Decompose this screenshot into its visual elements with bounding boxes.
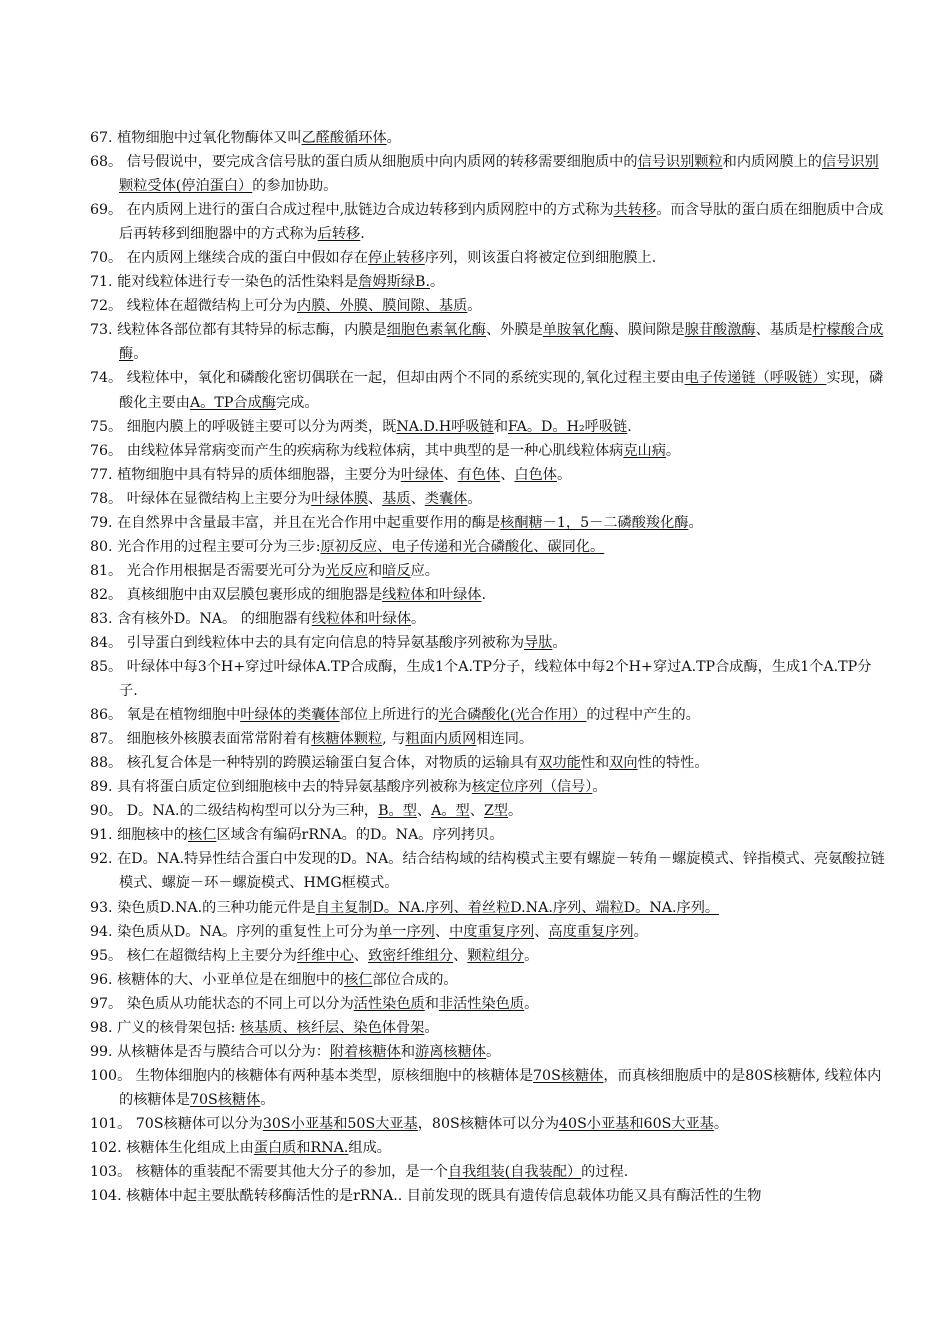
question-item	[90, 968, 890, 992]
answer-underline: 乙醛酸循环体	[301, 130, 387, 146]
item-text: 87。 细胞核外核膜表面常常附着有	[90, 731, 312, 748]
item-text: 89. 具有将蛋白质定位到细胞核中去的特异氨基酸序列被称为	[90, 779, 472, 796]
answer-underline: 纤维中心	[297, 947, 354, 964]
item-text: 75。 细胞内膜上的呼吸链主要可以分为两类，既	[90, 418, 397, 435]
item-text: 实现，磷酸化主要由	[119, 370, 884, 411]
answer-underline: 单一序列	[378, 923, 435, 940]
answer-underline: 信号识别颗粒受体(停泊蛋白）	[119, 154, 879, 195]
item-text: 82。 真核细胞中由双层膜包裹形成的细胞器是	[90, 586, 383, 603]
answer-underline: 细胞色素氧化酶	[386, 322, 486, 339]
item-text: 。而含导肽的蛋白质在细胞质中合成后再转移到细胞器中的方式称为	[119, 202, 884, 243]
answer-underline: 电子传递链（呼吸链）	[684, 370, 827, 387]
item-text: 100。 生物体细胞内的核糖体有两种基本类型，原核细胞中的核糖体是	[90, 1067, 534, 1084]
item-text: 、	[416, 803, 432, 820]
answer-underline: 叶绿体膜	[311, 490, 368, 507]
item-text: 81。 光合作用根据是否需要光可分为	[90, 562, 326, 579]
question-item	[90, 992, 890, 1016]
item-text: 、基质是	[755, 322, 813, 339]
item-text: 。	[592, 779, 607, 796]
item-text: 、	[500, 466, 515, 483]
item-text: 、	[534, 923, 549, 940]
item-text: 80. 光合作用的过程主要可分为三步:	[90, 538, 321, 555]
item-text: 、	[434, 923, 450, 940]
answer-underline: 腺苷酸激酶	[684, 322, 756, 339]
item-text: 94. 染色质从D。NA。序列的重复性上可分为	[90, 923, 379, 940]
answer-underline: 游离核糖体	[415, 1043, 486, 1060]
item-text: 85。 叶绿体中每3个H+穿过叶绿体A.TP合成酶，生成1个A.TP分子，线粒体中每2个H+穿过A.TP合成酶，生成1个A.TP分子.	[90, 659, 872, 700]
answer-underline: A。TP合成酶	[189, 394, 276, 411]
question-item	[90, 823, 890, 847]
item-text: 组成。	[348, 1139, 391, 1156]
question-item	[90, 198, 890, 246]
answer-underline: 后转移	[317, 226, 361, 243]
item-text: 。	[486, 1043, 501, 1060]
item-text: 74。 线粒体中，氧化和磷酸化密切偶联在一起，但却由两个不同的系统实现的,氧化过程主要由	[90, 370, 685, 387]
answer-underline: 核定位序列（信号）	[471, 779, 593, 796]
item-text: 。	[524, 995, 539, 1012]
answer-underline: 柠檬酸合成酶	[119, 322, 884, 363]
item-text: 、	[410, 490, 425, 507]
answer-underline: 70S核糖体	[533, 1067, 604, 1084]
question-item	[90, 1112, 890, 1136]
answer-underline: FA。D。H₂呼吸链	[508, 418, 628, 435]
answer-underline: 颗粒组分	[467, 947, 525, 964]
question-item	[90, 727, 890, 751]
question-item	[90, 1184, 890, 1208]
item-text: 103。 核糖体的重装配不需要其他大分子的参加，是一个	[90, 1164, 448, 1181]
item-text: 95。 核仁在超微结构上主要分为	[90, 947, 298, 964]
answer-underline: B。型	[378, 803, 417, 820]
question-item	[90, 751, 890, 775]
item-text: 完成。	[275, 394, 319, 411]
item-text: 。	[713, 1115, 729, 1132]
answer-underline: 中度重复序列	[449, 923, 535, 940]
answer-underline: Z型	[483, 803, 508, 820]
answer-underline: 詹姆斯绿B.	[358, 274, 430, 291]
answer-underline: 双功能	[538, 755, 581, 772]
item-text: 90。 D。NA.的二级结构构型可以分为三种，	[90, 803, 379, 820]
item-text: .	[481, 586, 486, 603]
item-text: 。	[552, 634, 567, 651]
answer-underline: 克山病	[623, 442, 666, 459]
item-text: 96. 核糖体的大、小亚单位是在细胞中的	[90, 971, 345, 988]
question-item	[90, 246, 890, 270]
question-item	[90, 150, 890, 198]
item-text: 和	[400, 1043, 416, 1060]
item-text: 、膜间隙是	[613, 322, 685, 339]
question-item	[90, 1016, 890, 1040]
item-text: 、	[453, 947, 468, 964]
answer-underline: 核仁	[188, 827, 217, 844]
question-item	[90, 944, 890, 968]
item-text: 区域含有编码rRNA。的D。NA。序列拷贝。	[216, 827, 504, 844]
item-text: 。	[665, 442, 681, 459]
item-text: .	[627, 418, 632, 435]
item-text: 69。 在内质网上进行的蛋白合成过程中,肽链边合成边转移到内质网腔中的方式称为	[90, 202, 614, 219]
answer-underline: 类囊体	[424, 490, 468, 507]
question-item	[90, 318, 890, 366]
item-text: 78。 叶绿体在显微结构上主要分为	[90, 490, 312, 507]
item-text: .	[360, 226, 365, 243]
question-item	[90, 1064, 890, 1112]
item-text: 99. 从核糖体是否与膜结合可以分为：	[90, 1043, 330, 1060]
question-item	[90, 631, 890, 655]
question-item	[90, 847, 890, 895]
question-item	[90, 487, 890, 511]
question-item	[90, 703, 890, 727]
answer-underline: 线粒体和叶绿体	[382, 586, 482, 603]
question-item	[90, 126, 890, 150]
item-text: 部位上所进行的	[339, 707, 439, 724]
item-text: 的过程.	[581, 1164, 629, 1181]
item-text: ，而真核细胞质中的是80S核糖体, 线粒体内的核糖体是	[119, 1067, 882, 1108]
answer-underline: 附着核糖体	[329, 1043, 401, 1060]
item-text: 。	[467, 490, 482, 507]
item-text: 、	[469, 803, 484, 820]
question-item	[90, 270, 890, 294]
item-text: 。	[467, 298, 482, 315]
item-text: 、外膜是	[485, 322, 543, 339]
answer-underline: 有色体	[457, 466, 501, 483]
answer-underline: 共转移	[613, 202, 657, 219]
item-text: 。	[524, 947, 539, 964]
question-item	[90, 655, 890, 703]
item-text: 的参加协助。	[252, 178, 338, 195]
item-text: 。	[429, 274, 445, 291]
question-item	[90, 294, 890, 318]
question-item	[90, 415, 890, 439]
item-text: 。	[688, 514, 703, 531]
item-text: 、	[353, 947, 368, 964]
item-text: 性和	[580, 755, 610, 772]
answer-underline: 基质	[382, 490, 411, 507]
item-text: 序列，则该蛋白将被定位到细胞膜上.	[424, 250, 657, 267]
answer-underline: 自主复制D。NA.序列、着丝粒D.NA.序列、端粒D。NA.序列。	[315, 899, 720, 916]
item-text: 88。 核孔复合体是一种特别的跨膜运输蛋白复合体，对物质的运输具有	[90, 755, 539, 772]
question-item	[90, 896, 890, 920]
item-text: 。	[556, 466, 572, 483]
answer-underline: 核仁	[344, 971, 373, 988]
question-item	[90, 366, 890, 414]
answer-underline: 光合磷酸化(光合作用）	[438, 707, 587, 724]
item-text: 67. 植物细胞中过氧化物酶体又叫	[90, 130, 302, 146]
item-text: , 与	[382, 731, 406, 748]
item-text: 102. 核糖体生化组成上由	[90, 1139, 254, 1156]
item-text: 72。 线粒体在超微结构上可分为	[90, 298, 298, 315]
item-text: 70。 在内质网上继续合成的蛋白中假如存在	[90, 250, 368, 267]
answer-underline: 白色体	[514, 466, 557, 483]
item-text: 相连同。	[476, 731, 534, 748]
answer-underline: 信号识别颗粒	[637, 154, 723, 171]
answer-underline: 暗反	[382, 562, 411, 579]
item-text: 。	[508, 803, 523, 820]
answer-underline: 70S核糖体	[189, 1091, 261, 1108]
answer-underline: 原初反应、电子传递和光合磷酸化、碳同化。	[320, 538, 605, 555]
answer-underline: 单胺氧化酶	[542, 322, 614, 339]
item-text: 。	[633, 923, 648, 940]
question-item	[90, 1136, 890, 1160]
answer-underline: 内膜、外膜、膜间隙、基质	[297, 298, 468, 315]
answer-underline: 双向	[609, 755, 638, 772]
answer-underline: 叶绿体的类囊体	[240, 707, 340, 724]
item-text: 。	[386, 130, 401, 146]
question-item	[90, 799, 890, 823]
question-item	[90, 559, 890, 583]
question-item	[90, 775, 890, 799]
answer-underline: A。型	[431, 803, 470, 820]
question-item	[90, 535, 890, 559]
item-text: 性的特性。	[637, 755, 709, 772]
answer-underline: 高度重复序列	[548, 923, 634, 940]
item-text: 98. 广义的核骨架包括:	[90, 1019, 240, 1036]
question-item	[90, 607, 890, 631]
answer-underline: 叶绿体	[400, 466, 444, 483]
item-text: 86。 氧是在植物细胞中	[90, 707, 241, 724]
question-item	[90, 1040, 890, 1064]
item-text: ，80S核糖体可以分为	[417, 1115, 560, 1132]
item-text: 。	[260, 1091, 275, 1108]
answer-underline: 活性染色质	[353, 995, 425, 1012]
answer-underline: 粗面内质网	[405, 731, 477, 748]
item-text: 、	[443, 466, 458, 483]
question-item	[90, 439, 890, 463]
item-text: 。	[133, 346, 148, 363]
item-text: 101。 70S核糖体可以分为	[90, 1115, 263, 1132]
answer-underline: 蛋白质和RNA.	[253, 1139, 349, 1156]
answer-underline: 核基质、核纤层、染色体骨架	[239, 1019, 425, 1036]
answer-underline: 核糖体颗粒	[311, 731, 383, 748]
answer-underline: 30S小亚基和50S大亚基	[262, 1115, 418, 1132]
item-text: 应。	[410, 562, 439, 579]
item-text: 84。 引导蛋白到线粒体中去的具有定向信息的特异氨基酸序列被称为	[90, 634, 525, 651]
item-text: 83. 含有核外D。NA。 的细胞器有	[90, 610, 312, 627]
answer-underline: 停止转移	[367, 250, 425, 267]
question-item	[90, 920, 890, 944]
answer-underline: 光反应	[325, 562, 368, 579]
document-page	[90, 126, 890, 1208]
item-text: 部位合成的。	[372, 971, 458, 988]
item-text: 。	[411, 610, 426, 627]
item-text: 92. 在D。NA.特异性结合蛋白中发现的D。NA。结合结构域的结构模式主要有螺旋－转角－螺旋模式、锌指模式、亮氨酸拉链模式、螺旋－环－螺旋模式、HMG框模式。	[90, 851, 885, 892]
item-text: 的过程中产生的。	[586, 707, 700, 724]
item-text: 和	[493, 418, 509, 435]
item-text: 和	[424, 995, 439, 1012]
item-text: 和内质网膜上的	[722, 154, 822, 171]
question-item	[90, 1160, 890, 1184]
answer-underline: 非活性染色质	[438, 995, 525, 1012]
item-text: 、	[367, 490, 383, 507]
item-text: 73. 线粒体各部位都有其特异的标志酶，内膜是	[90, 322, 387, 339]
item-text: 91. 细胞核中的	[90, 827, 189, 844]
question-item	[90, 583, 890, 607]
item-text: 104. 核糖体中起主要肽酰转移酶活性的是rRNA.. 目前发现的既具有遗传信息载体功能又具有酶活性的生物	[90, 1188, 762, 1205]
answer-underline: 自我组装(自我装配）	[447, 1164, 582, 1181]
item-text: 71. 能对线粒体进行专一染色的活性染料是	[90, 274, 359, 291]
question-item	[90, 463, 890, 487]
item-text: 76。 由线粒体异常病变而产生的疾病称为线粒体病，其中典型的是一种心肌线粒体病	[90, 442, 624, 459]
item-text: 79. 在自然界中含量最丰富，并且在光合作用中起重要作用的酶是	[90, 514, 501, 531]
answer-underline: NA.D.H呼吸链	[396, 418, 494, 435]
item-text: 93. 染色质D.NA.的三种功能元件是	[90, 899, 316, 916]
question-item	[90, 511, 890, 535]
item-text: 97。 染色质从功能状态的不同上可以分为	[90, 995, 354, 1012]
answer-underline: 40S小亚基和60S大亚基	[559, 1115, 714, 1132]
item-text: 77. 植物细胞中具有特异的质体细胞器，主要分为	[90, 466, 401, 483]
answer-underline: 导肽	[524, 634, 553, 651]
item-text: 。	[424, 1019, 439, 1036]
answer-underline: 线粒体和叶绿体	[311, 610, 412, 627]
item-text: 68。 信号假说中，要完成含信号肽的蛋白质从细胞质中向内质网的转移需要细胞质中的	[90, 154, 638, 171]
item-text: 和	[367, 562, 383, 579]
answer-underline: 致密纤维组分	[367, 947, 454, 964]
answer-underline: 核酮糖－1，5－二磷酸羧化酶	[500, 514, 689, 531]
